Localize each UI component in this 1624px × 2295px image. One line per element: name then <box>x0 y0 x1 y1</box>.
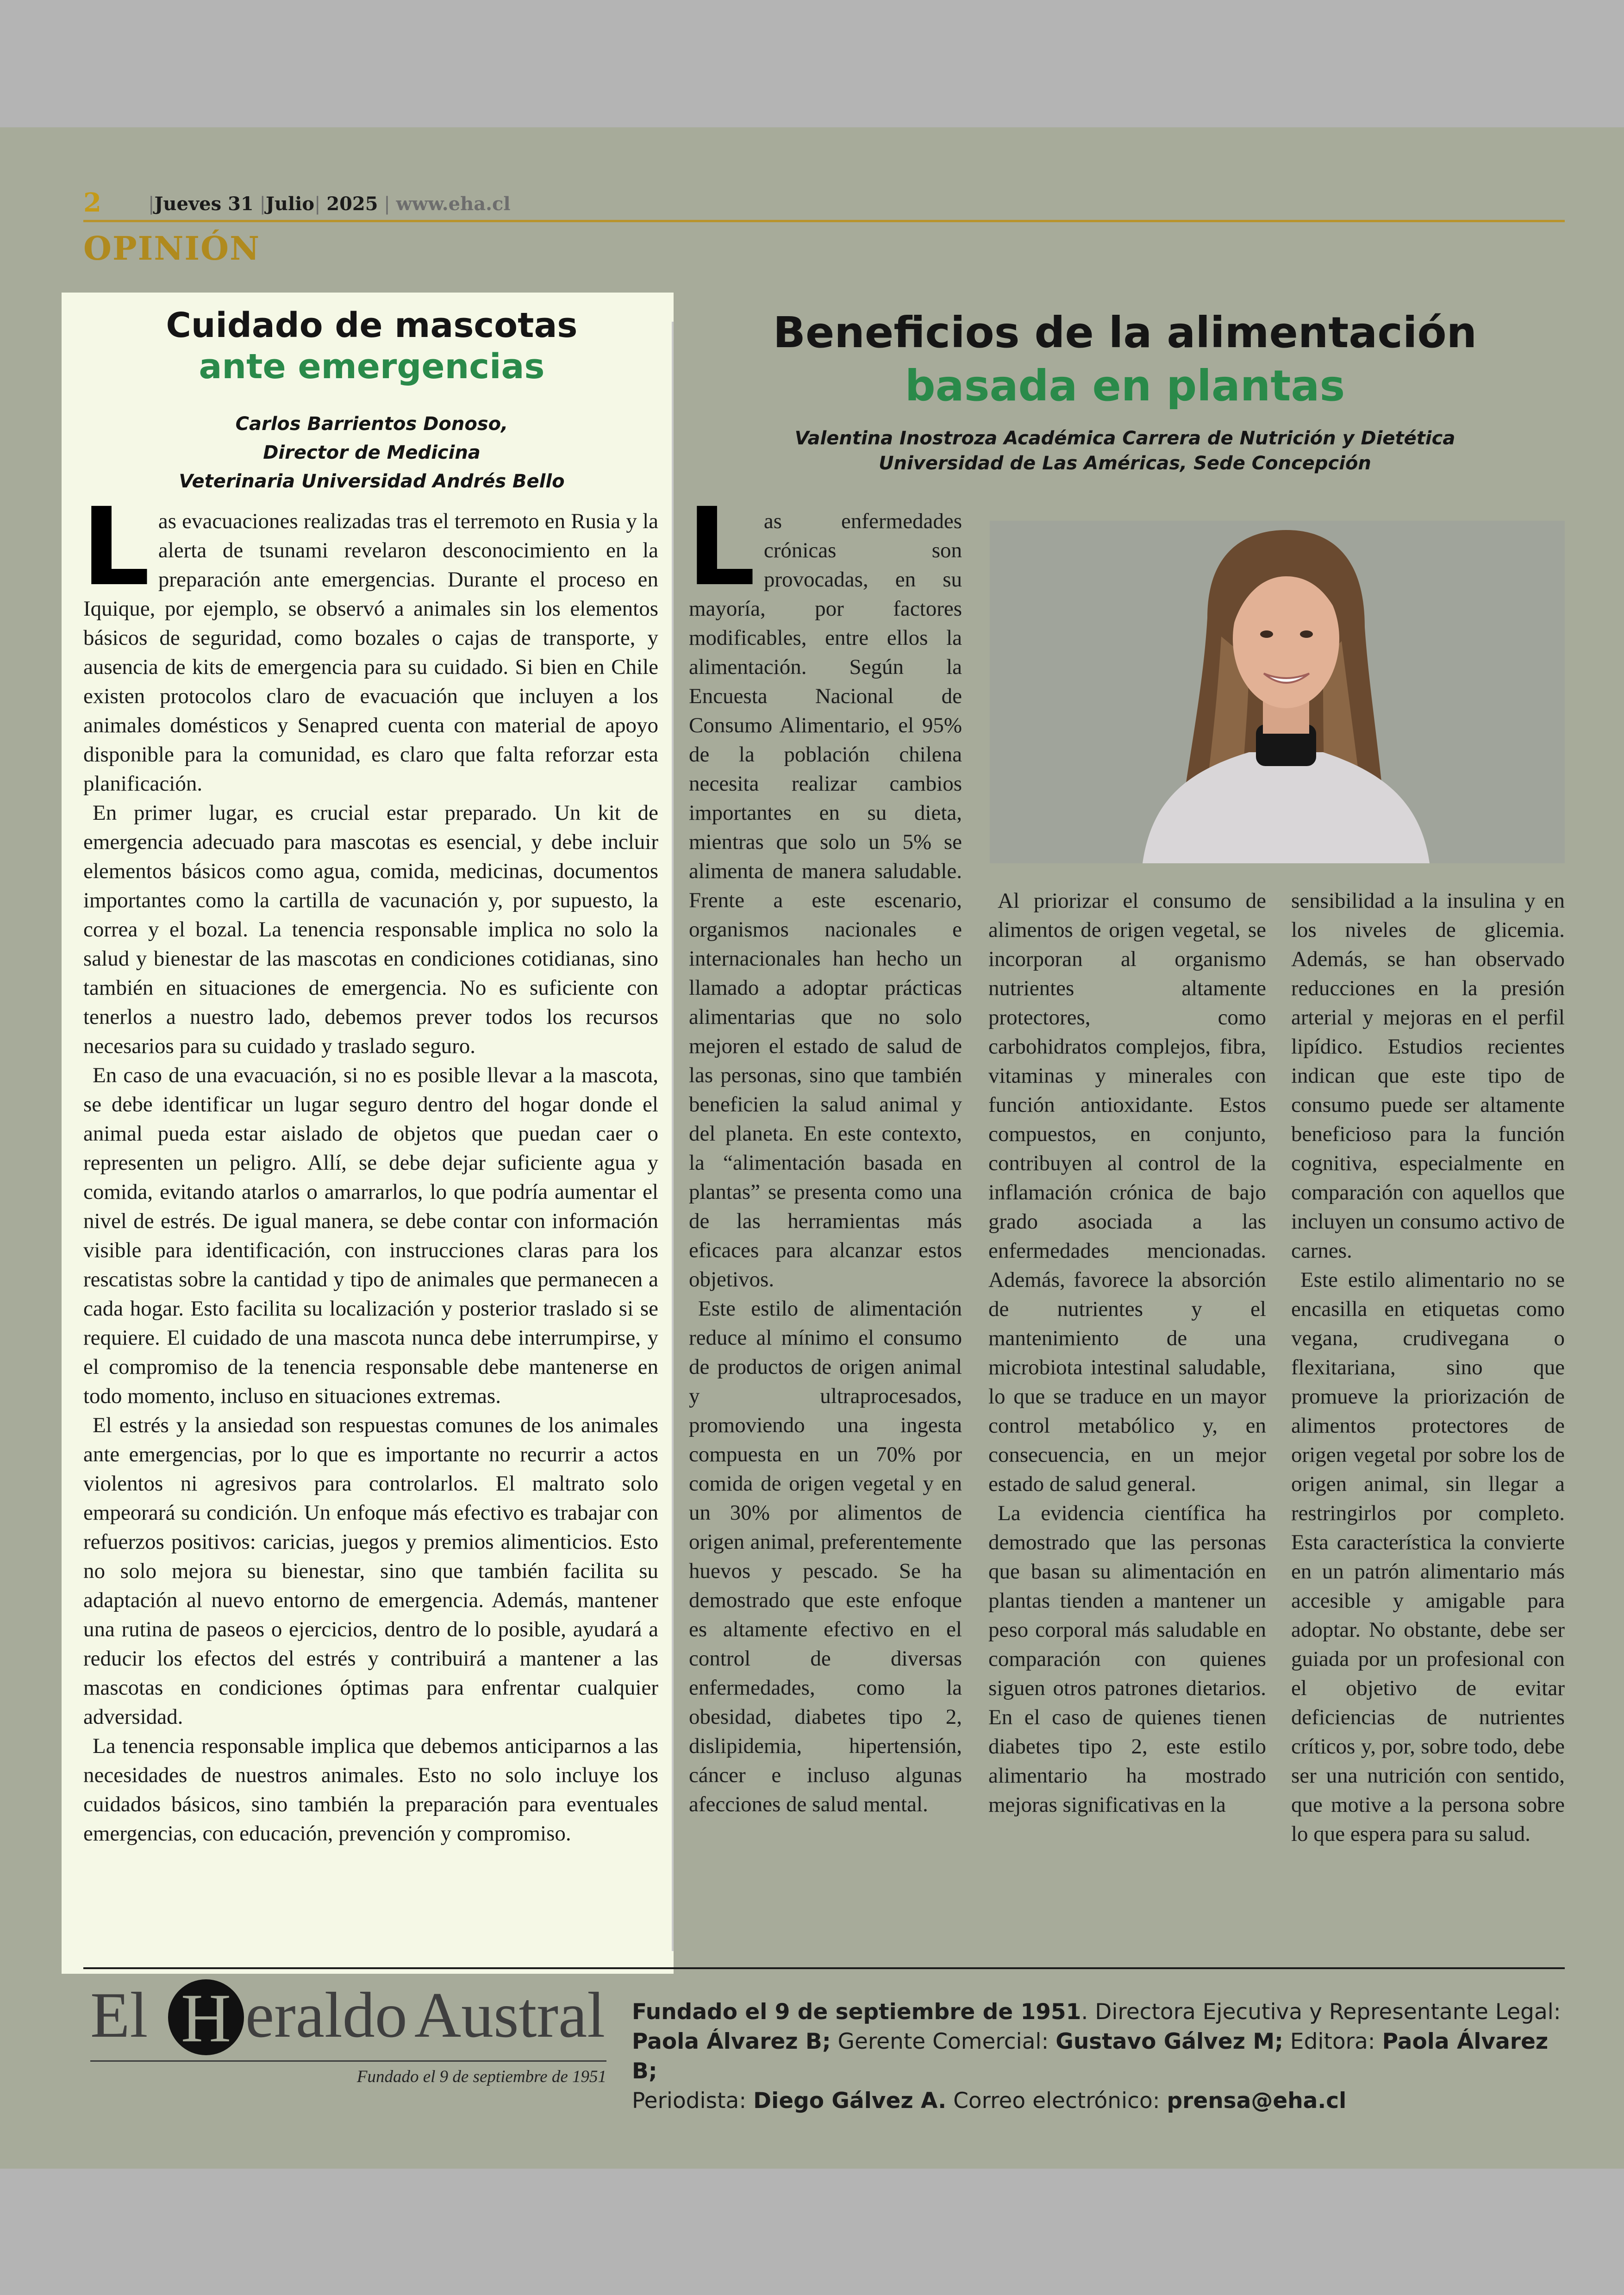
left-article-title: Cuidado de mascotas <box>166 306 578 345</box>
right-article-column-3 <box>1291 886 1565 1849</box>
svg-text:El: El <box>90 1979 148 2051</box>
svg-text:eraldo: eraldo <box>245 1979 407 2051</box>
right-article-column-1 <box>687 485 962 1819</box>
manager-name: Gustavo Gálvez M; <box>1056 2029 1283 2054</box>
column-divider <box>672 322 674 1951</box>
right-article-column-2 <box>988 886 1266 1820</box>
section-title: OPINIÓN <box>83 229 261 268</box>
paragraph: La evidencia científica ha demostrado que las personas que basan su alimentación en plantas tienden a mantener un peso corporal más saludable en comparación con quienes siguen otros patrones dietarios. En el caso de quienes tienen diabetes tipo 2, este estilo alimentario ha mostrado mejoras significativas en la <box>988 1501 1266 1817</box>
paragraph: Este estilo alimentario no se encasilla en etiquetas como vegana, crudivegana o flexitariana, sino que promueve la priorización de alimentos protectores de origen vegetal por sobre los de origen animal, sin llegar a restringirlos por completo. Esta característica la convierte en un patrón alimentario más accesible y amigable para adoptar. No obstante, debe ser guiada por un profesional con el objetivo de evitar deficiencias de nutrientes críticos y, por, sobre todo, debe ser una nutrición con sentido, que motive a la persona sobre lo que espera para su salud. <box>1291 1268 1565 1846</box>
paragraph: El estrés y la ansiedad son respuestas comunes de los animales ante emergencias, por lo que es importante no recurrir a actos violentos ni agresivos para controlarlos. El maltrato solo empeorará su condición. Un enfoque más efectivo es trabajar con refuerzos positivos: caricias, juegos y premios alimenticios. Esto no solo mejora su bienestar, sino que también facilita su adaptación al nuevo entorno de emergencia. Además, mantener una rutina de paseos o ejercicios, dentro de lo posible, ayudará a reducir los efectos del estrés y contribuirá a mantener a las mascotas en condiciones óptimas para enfrentar cualquier adversidad. <box>83 1413 658 1729</box>
author-photo <box>990 521 1565 863</box>
director-name: Paola Álvarez B; <box>632 2029 831 2054</box>
right-article-author <box>685 426 1565 476</box>
paragraph: La tenencia responsable implica que debemos anticiparnos a las necesidades de nuestros animales. Esto no solo incluye los cuidados básicos, sino también la preparación para eventuales emergencias, con educación, prevención y compromiso. <box>83 1734 658 1846</box>
left-article-subtitle: ante emergencias <box>199 347 545 387</box>
portrait-image <box>990 521 1565 863</box>
paragraph: sensibilidad a la insulina y en los niveles de glicemia. Además, se han observado reducciones en la presión arterial y mejoras en el perfil lipídico. Estudios recientes indican que este tipo de consumo puede ser altamente beneficioso para la función cognitiva, especialmente en comparación con aquellos que incluyen un consumo activo de carnes. <box>1291 889 1565 1263</box>
author-name: Carlos Barrientos Donoso, <box>235 413 508 435</box>
paragraph: En primer lugar, es crucial estar preparado. Un kit de emergencia adecuado para mascotas es esencial, y debe incluir elementos básicos como agua, comida, medicinas, documentos importantes como la cartilla de vacunación y, por supuesto, la correa y el bozal. La tenencia responsable implica no solo la salud y bienestar de las mascotas en condiciones cotidianas, sino también en situaciones de emergencia. No es suficiente con tenerlos a nuestro lado, debemos prever todos los recursos necesarios para su cuidado y traslado seguro. <box>83 801 658 1058</box>
svg-text:Austral: Austral <box>414 1979 606 2051</box>
newspaper-page <box>0 127 1624 2169</box>
author-institution: Universidad de Las Américas, Sede Concepción <box>879 453 1371 474</box>
logo-underline <box>90 2060 606 2062</box>
right-article-subtitle: basada en plantas <box>905 361 1345 411</box>
left-article-author <box>62 410 682 496</box>
left-article-body <box>81 485 658 1848</box>
date-line: |Jueves 31 |Julio| 2025 | www.eha.cl <box>148 193 511 215</box>
paragraph: Al priorizar el consumo de alimentos de origen vegetal, se incorporan al organismo nutrientes altamente protectores, como carbohidratos complejos, fibra, vitaminas y minerales con función antioxidante. Estos compuestos, en conjunto, contribuyen al control de la inflamación crónica de bajo grado asociada a las enfermedades mencionadas. Además, favorece la absorción de nutrientes y el mantenimiento de una microbiota intestinal saludable, lo que se traduce en un mayor control metabólico y, en consecuencia, en un mejor estado de salud general. <box>988 889 1266 1496</box>
paragraph: Las evacuaciones realizadas tras el terremoto en Rusia y la alerta de tsunami revelaron desconocimiento en la preparación ante emergencias. Durante el proceso en Iquique, por ejemplo, se observó a animales sin los elementos básicos de seguridad, como bozales o cajas de transporte, y ausencia de kits de emergencia para su cuidado. Si bien en Chile existen protocolos claro de evacuación que incluyen a los animales domésticos y Senapred cuenta con material de apoyo disponible para la comunidad, es claro que falta reforzar esta planificación. <box>81 485 658 796</box>
author-role: Director de Medicina <box>263 442 481 463</box>
website-link[interactable]: www.eha.cl <box>396 193 511 215</box>
date-month: Julio <box>265 193 315 215</box>
page-number: 2 <box>83 187 101 218</box>
paragraph: En caso de una evacuación, si no es posible llevar a la mascota, se debe identificar un lugar seguro dentro del hogar donde el animal pueda estar aislado de objetos que puedan caer o representen un peligro. Allí, se debe dejar suficiente agua y comida, evitando atarlos o amarrarlos, lo que podría aumentar el nivel de estrés. De igual manera, se debe contar con información visible para identificación, con instrucciones claras para los rescatistas sobre la cantidad y tipo de animales que permanecen a cada hogar. Esto facilita su localización y posterior traslado si se requiere. El cuidado de una mascota nunca debe interrumpirse, y el compromiso de la tenencia responsable debe mantenerse en todo momento, incluso en situaciones extremas. <box>83 1063 658 1408</box>
founded-date: Fundado el 9 de septiembre de 1951 <box>632 1999 1081 2025</box>
right-article-title: Beneficios de la alimentación <box>773 308 1477 357</box>
svg-text:H: H <box>181 1980 231 2055</box>
email-link[interactable]: prensa@eha.cl <box>1167 2088 1347 2114</box>
drop-cap: L <box>81 485 150 610</box>
author-institution: Veterinaria Universidad Andrés Bello <box>179 471 565 492</box>
logo-founded-date: Fundado el 9 de septiembre de 1951 <box>356 2067 606 2086</box>
author-line: Valentina Inostroza Académica Carrera de Nutrición y Dietética <box>794 428 1455 449</box>
footer-credits: Fundado el 9 de septiembre de 1951. Directora Ejecutiva y Representante Legal: Paola Álvarez B; Gerente Comercial: Gustavo Gálvez M; Editora: Paola Álvarez B; Periodista: Diego Gálvez A. Correo electrónico: prensa@eha.cl <box>632 1999 1561 2114</box>
journalist-name: Diego Gálvez A. <box>753 2088 947 2114</box>
date-year: 2025 <box>326 193 378 215</box>
date-day: Jueves 31 <box>154 193 254 215</box>
footer-rule <box>83 1967 1565 1969</box>
drop-cap: L <box>687 485 756 610</box>
header-rule <box>83 220 1565 222</box>
paragraph: Las enfermedades crónicas son provocadas, en su mayoría, por factores modificables, entre ellos la alimentación. Según la Encuesta Nacional de Consumo Alimentario, el 95% de la población chilena necesita realizar cambios importantes en su dieta, mientras que solo un 5% se alimenta de manera saludable. Frente a este escenario, organismos nacionales e internacionales han hecho un llamado a adoptar prácticas alimentarias que no solo mejoren el estado de salud de las personas, sino que también beneficien la salud animal y del planeta. En este contexto, la “alimentación basada en plantas” se presenta como una de las herramientas más eficaces para alcanzar estos objetivos. <box>687 485 962 1291</box>
editor-name: Paola Álvarez B; <box>632 2029 1549 2084</box>
newspaper-logo <box>90 1977 606 2055</box>
paragraph: Este estilo de alimentación reduce al mínimo el consumo de productos de origen animal y ultraprocesados, promoviendo una ingesta compuesta en un 70% por comida de origen vegetal y en un 30% por alimentos de origen animal, preferentemente huevos y pescado. Se ha demostrado que este enfoque es altamente efectivo en el control de diversas enfermedades, como la obesidad, diabetes tipo 2, dislipidemia, hipertensión, cáncer e incluso algunas afecciones de salud mental. <box>689 1297 962 1816</box>
